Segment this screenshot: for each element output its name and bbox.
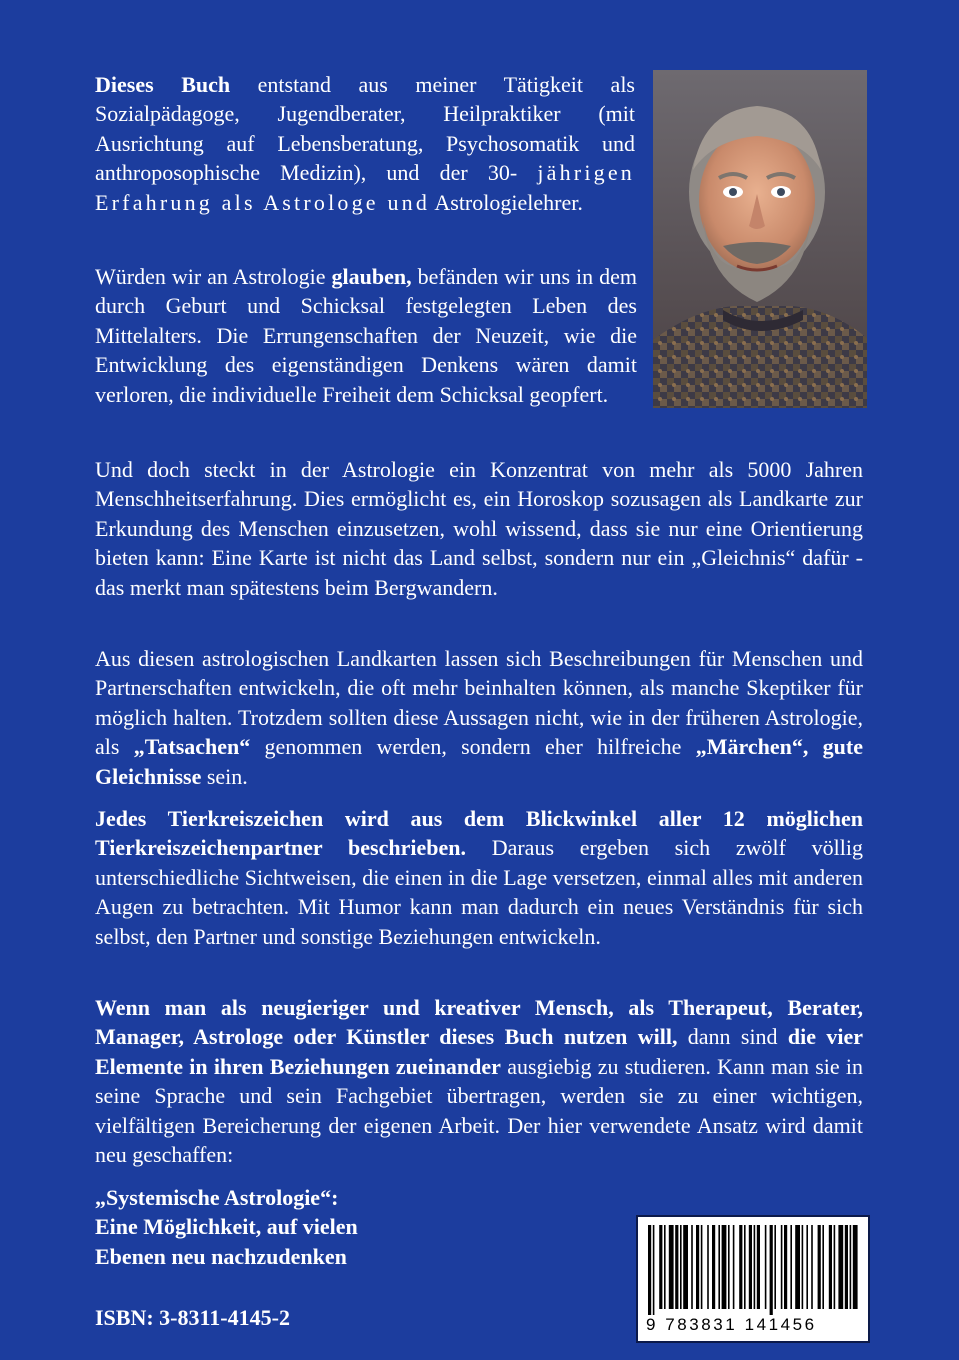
motto bbox=[95, 1183, 515, 1271]
barcode-bar bbox=[669, 1225, 674, 1309]
barcode-bar bbox=[683, 1225, 688, 1309]
author-photo bbox=[653, 70, 867, 408]
barcode-bar bbox=[818, 1225, 821, 1309]
barcode-bar bbox=[790, 1225, 792, 1309]
barcode-bar bbox=[795, 1225, 800, 1309]
zodiac-text: Daraus ergeben sich zwölf völlig unterschiedliche Sichtweisen, die einen in die Lage versetzen, einmal alles mit anderen Augen zu betrachten. Mit Humor kann man dadurch ein neues Verständnis für sich selbst, den Partner und sonstige Beziehungen entwickeln. bbox=[95, 835, 863, 949]
map-paragraph: Und doch steckt in der Astrologie ein Konzentrat von mehr als 5000 Jahren Menschheitserfahrung. Dies ermöglicht es, ein Horoskop sozusagen als Landkarte zur Erkundung des Menschen einzusetzen, wohl wissend, dass sie nur eine Orientierung bieten kann: Eine Karte ist nicht das Land selbst, sondern nur ein „Gleichnis“ dafür - das merkt man spätestens beim Bergwandern. bbox=[95, 457, 863, 600]
barcode bbox=[636, 1215, 870, 1343]
barcode-bar bbox=[845, 1225, 848, 1309]
barcode-bar bbox=[696, 1225, 699, 1309]
intro-text-spaced: jährigen Erfahrung als Astrologe und bbox=[95, 160, 635, 215]
usage-paragraph bbox=[95, 993, 863, 1169]
barcode-bar bbox=[659, 1225, 662, 1309]
motto-line-3: Ebenen neu nachzudenken bbox=[95, 1243, 347, 1269]
barcode-bar bbox=[648, 1225, 651, 1315]
fairytales-text-c: sein. bbox=[201, 763, 248, 789]
zodiac-paragraph bbox=[95, 804, 863, 951]
usage-bold-a: Wenn man als neugieriger und kreativer Mensch, als Therapeut, Berater, Manager, Astrologe oder Künstler dieses Buch nutzen will, bbox=[95, 995, 863, 1050]
usage-text-a: dann sind bbox=[677, 1024, 788, 1050]
barcode-digits: 9 783831 141456 bbox=[646, 1315, 817, 1334]
belief-text-b: befänden wir uns in dem durch Geburt und Schicksal festgelegten Leben des Mittelalters. Die Errungenschaften der Neuzeit, wie die Entwicklung des eigenständigen Denkens wären damit verloren, die individuelle Freiheit dem Schicksal geopfert. bbox=[95, 264, 638, 407]
barcode-bar bbox=[774, 1225, 776, 1309]
motto-line-1: „Systemische Astrologie“: bbox=[95, 1185, 339, 1210]
barcode-bar bbox=[853, 1225, 858, 1309]
barcode-bar bbox=[739, 1225, 742, 1309]
usage-bold-b: die vier Elemente in ihren Beziehungen zueinander bbox=[95, 1024, 863, 1079]
fairytales-text-b: genommen werden, sondern eher hilfreiche bbox=[250, 734, 696, 760]
barcode-bar bbox=[838, 1225, 843, 1309]
barcode-bar bbox=[680, 1225, 682, 1309]
barcode-bar bbox=[653, 1225, 655, 1315]
isbn-label: ISBN: 3-8311-4145-2 bbox=[95, 1305, 290, 1330]
barcode-bar bbox=[770, 1225, 773, 1315]
fairytales-text-a: Aus diesen astrologischen Landkarten lassen sich Beschreibungen für Menschen und Partnerschaften entwickeln, die oft mehr beinhalten können, als manche Skeptiker für möglich halten. Trotzdem sollten diese Aussagen nicht, wie in der früheren Astrologie, als bbox=[95, 646, 863, 760]
barcode-bar bbox=[749, 1225, 752, 1309]
barcode-bar bbox=[784, 1225, 787, 1309]
barcode-bar bbox=[675, 1225, 678, 1309]
belief-paragraph bbox=[95, 262, 637, 409]
barcode-bar bbox=[822, 1225, 824, 1309]
usage-text-b: ausgiebig zu studieren. Kann man sie in seine Sprache und sein Fachgebiet übertragen, werden sie zu einer wichtigen, vielfältigen Bereicherung der eigenen Arbeit. Der hier verwendete Ansatz wird damit neu geschaffen: bbox=[95, 1053, 863, 1168]
barcode-bar bbox=[806, 1225, 808, 1309]
intro-lead-bold: Dieses Buch bbox=[95, 72, 231, 97]
barcode-bar bbox=[765, 1225, 767, 1309]
barcode-bar bbox=[811, 1225, 813, 1309]
barcode-bar bbox=[733, 1225, 735, 1309]
barcode-bar bbox=[834, 1225, 836, 1309]
barcode-bar bbox=[744, 1225, 746, 1309]
belief-text-a: Würden wir an Astrologie bbox=[95, 264, 332, 289]
barcode-bar bbox=[802, 1225, 804, 1309]
zodiac-bold: Jedes Tierkreiszeichen wird aus dem Blickwinkel aller 12 möglichen Tierkreiszeichenpartner beschrieben. bbox=[95, 806, 863, 861]
barcode-bar bbox=[722, 1225, 727, 1309]
belief-bold: glauben, bbox=[331, 264, 412, 289]
barcode-bar bbox=[781, 1225, 783, 1309]
barcode-bar bbox=[664, 1225, 666, 1309]
intro-paragraph bbox=[95, 70, 635, 217]
barcode-bar bbox=[707, 1225, 709, 1309]
barcode-bar bbox=[829, 1225, 832, 1309]
motto-line-2: Eine Möglichkeit, auf vielen bbox=[95, 1214, 358, 1240]
fairytales-bold-b: „Märchen“, gute Gleichnisse bbox=[95, 734, 863, 789]
barcode-bar bbox=[754, 1225, 756, 1309]
fairytales-bold-a: „Tatsachen“ bbox=[133, 734, 251, 760]
intro-text-a: entstand aus meiner Tätigkeit als Sozialpädagoge, Jugendberater, Heilpraktiker (mit Ausrichtung auf Lebensberatung, Psychosomatik und anthroposophische Medizin), und der 30- bbox=[95, 72, 635, 186]
barcode-bar bbox=[701, 1225, 703, 1309]
barcode-bar bbox=[691, 1225, 693, 1309]
barcode-bar bbox=[718, 1225, 720, 1309]
barcode-bars bbox=[638, 1217, 864, 1317]
fairytales-paragraph bbox=[95, 644, 863, 791]
barcode-bar bbox=[850, 1225, 852, 1309]
intro-text-b: Astrologielehrer. bbox=[434, 189, 583, 215]
barcode-bar bbox=[728, 1225, 730, 1309]
barcode-bar bbox=[757, 1225, 760, 1309]
barcode-bar bbox=[712, 1225, 715, 1309]
